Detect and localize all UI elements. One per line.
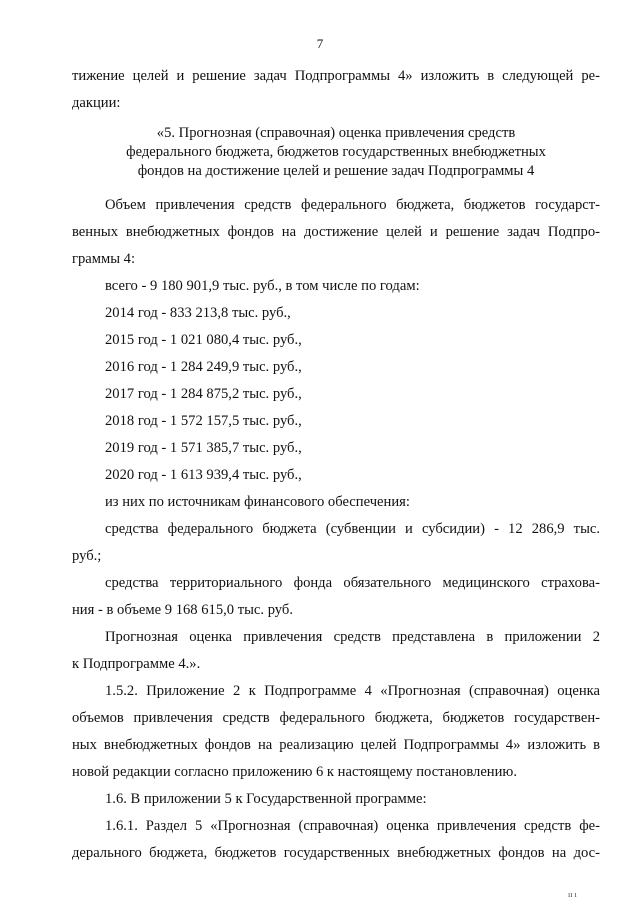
year-item: 2017 год - 1 284 875,2 тыс. руб.,	[105, 386, 302, 402]
year-list	[72, 300, 600, 489]
item-1-5-2-line-4: новой редакции согласно приложению 6 к настоящему постановлению.	[72, 764, 517, 780]
item-1-6: 1.6. В приложении 5 к Государственной программе:	[105, 791, 427, 807]
volume-line-2: венных внебюджетных фондов на достижение целей и решение задач Подпро-	[72, 224, 600, 240]
volume-line-3: граммы 4:	[72, 251, 136, 267]
year-item: 2014 год - 833 213,8 тыс. руб.,	[105, 305, 291, 321]
intro-line-2: дакции:	[72, 95, 121, 111]
sources-header: из них по источникам финансового обеспечения:	[105, 494, 410, 510]
footer-mark: ıı ı	[568, 890, 577, 899]
volume-paragraph	[72, 192, 600, 273]
year-item: 2019 год - 1 571 385,7 тыс. руб.,	[105, 440, 302, 456]
item-1-5-2-line-2: объемов привлечения средств федерального бюджета, бюджетов государствен-	[72, 710, 600, 726]
item-1-6-1-line-2: дерального бюджета, бюджетов государственных внебюджетных фондов на дос-	[72, 845, 600, 861]
item-1-5-2-line-3: ных внебюджетных фондов на реализацию целей Подпрограммы 4» изложить в	[72, 737, 600, 753]
year-item: 2015 год - 1 021 080,4 тыс. руб.,	[105, 332, 302, 348]
item-1-6-1-line-1: 1.6.1. Раздел 5 «Прогнозная (справочная) оценка привлечения средств фе-	[105, 818, 600, 834]
territorial-funds-line-1: средства территориального фонда обязательного медицинского страхова-	[105, 575, 600, 591]
year-item: 2020 год - 1 613 939,4 тыс. руб.,	[105, 467, 302, 483]
year-item: 2018 год - 1 572 157,5 тыс. руб.,	[105, 413, 302, 429]
territorial-funds-line-2: ния - в объеме 9 168 615,0 тыс. руб.	[72, 602, 293, 618]
estimate-line-2: к Подпрограмме 4.».	[72, 656, 201, 672]
total-amount: всего - 9 180 901,9 тыс. руб., в том числе по годам:	[105, 278, 420, 294]
section-heading	[72, 124, 600, 181]
heading-line-3: фондов на достижение целей и решение задач Подпрограммы 4	[137, 163, 535, 179]
document-body	[72, 63, 600, 867]
volume-line-1: Объем привлечения средств федерального бюджета, бюджетов государст-	[105, 197, 600, 213]
page-number: 7	[316, 36, 324, 51]
federal-funds-line-2: руб.;	[72, 548, 102, 564]
estimate-line-1: Прогнозная оценка привлечения средств представлена в приложении 2	[105, 629, 600, 645]
intro-line-1: тижение целей и решение задач Подпрограммы 4» изложить в следующей ре-	[72, 68, 600, 84]
heading-line-1: «5. Прогнозная (справочная) оценка привлечения средств	[156, 125, 516, 141]
year-item: 2016 год - 1 284 249,9 тыс. руб.,	[105, 359, 302, 375]
heading-line-2: федерального бюджета, бюджетов государственных внебюджетных	[126, 144, 546, 160]
federal-funds-line-1: средства федерального бюджета (субвенции и субсидии) - 12 286,9 тыс.	[105, 521, 600, 537]
item-1-5-2-line-1: 1.5.2. Приложение 2 к Подпрограмме 4 «Прогнозная (справочная) оценка	[105, 683, 600, 699]
